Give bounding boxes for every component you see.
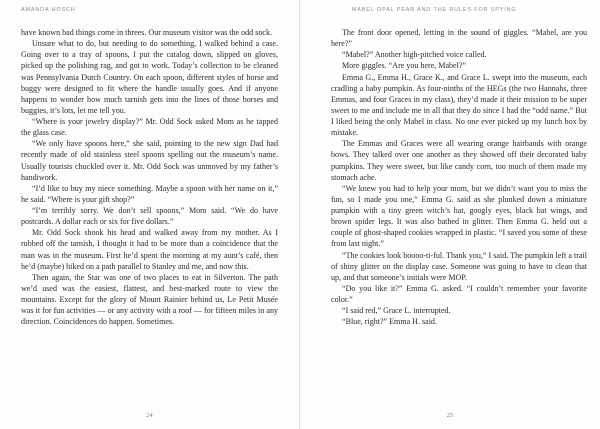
paragraph: “Mabel?” Another high-pitched voice called. <box>342 50 487 60</box>
running-head-author: AMANDA HOSCH <box>21 7 76 13</box>
paragraph: “We only have spoons here,” she said, pointing to the new sign Dad had recently made of old stainless steel spoons spelling out the museum’s name. Usually tourists chuckled over it. Mr. Odd Sock was unmoved by my father’s handiwork. <box>21 139 278 182</box>
paragraph: “Do you like it?” Emma G. asked. “I couldn’t remember your favorite color.” <box>331 283 587 304</box>
paragraph: have known bad things come in threes. Our museum visitor was the odd sock. <box>21 28 272 37</box>
left-page-text <box>21 27 278 327</box>
paragraph: “The cookies look boooo-ti-ful. Thank you,” I said. The pumpkin left a trail of shiny glitter on the display case. Someone was going to have to clean that up, and that someone’s initials were MOP. <box>331 250 587 282</box>
paragraph: “I’d like to buy my niece something. Maybe a spoon with her name on it,” he said. “Where is your gift shop?” <box>21 183 278 204</box>
right-page <box>300 0 600 429</box>
paragraph: Unsure what to do, but needing to do something, I walked behind a case. Going over to a tray of spoons, I put the catalog down, slipped on gloves, picked up the polishing rag, and got to work. Today’s collection to be cleaned was Pennsylvania Dutch Country. On each spoon, different styles of horse and buggy were designed to fit where the handle usually goes. And if anyone happens to wonder how much tarnish gets into the lines of those horses and buggies, it’s lots, let me tell you. <box>21 39 278 115</box>
right-page-text <box>331 27 587 327</box>
paragraph: The front door opened, letting in the sound of giggles. “Mabel, are you here?” <box>331 28 587 49</box>
paragraph: Then again, the Star was one of two places to eat in Silverton. The path we’d used was the easiest, flattest, and best-marked route to view the mountains. Except for the glory of Mount Rainier behind us, Le Petit Musée was it for fun activities — or any activity with a roof — for fifteen miles in any direction. Coincidences do happen. Sometimes. <box>21 272 278 327</box>
paragraph: “I said red,” Grace L. interrupted. <box>342 306 451 316</box>
page-number-left: 24 <box>146 412 153 419</box>
paragraph: “I’m terribly sorry. We don’t sell spoons,” Mom said. “We do have postcards. A dollar each or six for five dollars.” <box>21 206 278 227</box>
paragraph: Emma G., Emma H., Grace K., and Grace L. swept into the museum, each cradling a baby pumpkin. As four-ninths of the HEGs (the two Hannahs, three Emmas, and four Graces in my class), they’d made it their mission to be super sweet to me and include me in all that they do since I had the “odd name.” But I liked being the only Mabel in class. No one ever picked up my lunch box by mistake. <box>331 72 587 138</box>
paragraph: More giggles. “Are you here, Mabel?” <box>342 61 467 71</box>
page-number-right: 25 <box>446 412 454 419</box>
paragraph: The Emmas and Graces were all wearing orange hairbands with orange bows. They talked over one another as they showed off their decorated baby pumpkins. They were sweet, but like candy corn, too much of them made my stomach ache. <box>331 139 587 182</box>
running-head-title: MABEL OPAL PEAR AND THE RULES FOR SPYING <box>352 7 517 13</box>
paragraph: “Blue, right?” Emma H. said. <box>342 317 437 327</box>
paragraph: “Where is your jewelry display?” Mr. Odd Sock asked Mom as he tapped the glass case. <box>21 117 278 138</box>
paragraph: Mr. Odd Sock shook his head and walked away from my mother. As I rubbed off the tarnish, I thought it had to be more than a coincidence that the man was in the museum. First he’d spent the morning at my aunt’s café, then he’d (maybe) hiked on a path parallel to Stanley and me, and now this. <box>21 228 278 271</box>
paragraph: “We knew you had to help your mom, but we didn’t want you to miss the fun, so I made you one,” Emma G. said as she plunked down a miniature pumpkin with a tiny green witch’s hat, googly eyes, black bat wings, and brown spider legs. It was also bathed in glitter. Then Emma G. held out a couple of ghost-shaped cookies wrapped in plastic. “I saved you some of these from last night.” <box>331 183 587 249</box>
